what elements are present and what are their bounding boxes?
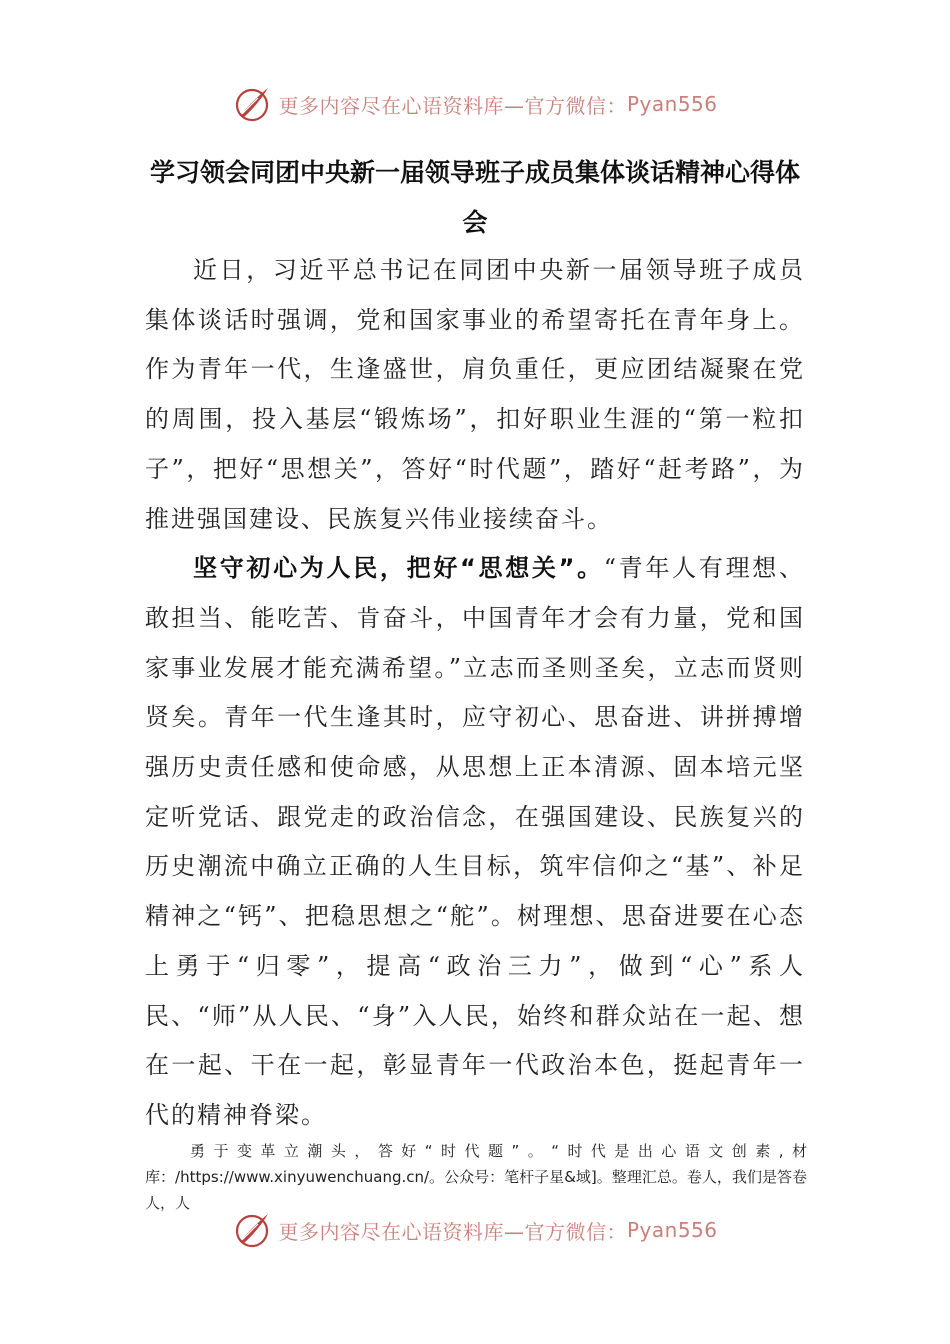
paragraph-2	[145, 544, 805, 1140]
banner-wechat-id: Pyan556	[626, 92, 718, 116]
banner-text: 更多内容尽在心语资料库—官方微信：	[278, 93, 627, 118]
header-watermark-banner	[0, 82, 950, 126]
banner-text: 更多内容尽在心语资料库—官方微信：	[278, 1219, 627, 1244]
footnote-paragraph: 勇于变革立潮头，答好“时代题”。“时代是出心语文创素,材库：/https://www.xinyuwenchuang.cn/。公众号：笔杆子星&域]。整理汇总。卷人，我们是答卷人，人	[145, 1142, 807, 1212]
quill-pen-circle-icon	[232, 1210, 272, 1250]
paragraph-2-lead: 坚守初心为人民，把好“思想关”。	[193, 554, 604, 583]
paragraph-1	[145, 246, 805, 544]
document-title: 学习领会同团中央新一届领导班子成员集体谈话精神心得体会	[149, 158, 800, 237]
document-body	[145, 246, 805, 1141]
paragraph-1-text: 近日，习近平总书记在同团中央新一届领导班子成员集体谈话时强调，党和国家事业的希望寄托在青年身上。作为青年一代，生逢盛世，肩负重任，更应团结凝聚在党的周围，投入基层“锻炼场”，扣好职业生涯的“第一粒扣子”，把好“思想关”，答好“时代题”，踏好“赶考路”，为推进强国建设、民族复兴伟业接续奋斗。	[145, 256, 805, 533]
quill-pen-circle-icon	[232, 84, 272, 124]
footer-watermark-banner	[0, 1208, 950, 1252]
footnote-text	[145, 1138, 807, 1216]
paragraph-2-text: “青年人有理想、敢担当、能吃苦、肯奋斗，中国青年才会有力量，党和国家事业发展才能充满希望。”立志而圣则圣矣，立志而贤则贤矣。青年一代生逢其时，应守初心、思奋进、讲拼搏增强历史责任感和使命感，从思想上正本清源、固本培元坚定听党话、跟党走的政治信念，在强国建设、民族复兴的历史潮流中确立正确的人生目标，筑牢信仰之“基”、补足精神之“钙”、把稳思想之“舵”。树理想、思奋进要在心态上勇于“归零”，提高“政治三力”，做到“心”系人民、“师”从人民、“身”入人民，始终和群众站在一起、想在一起、干在一起，彰显青年一代政治本色，挺起青年一代的精神脊梁。	[145, 554, 805, 1129]
banner-wechat-id: Pyan556	[626, 1218, 718, 1242]
